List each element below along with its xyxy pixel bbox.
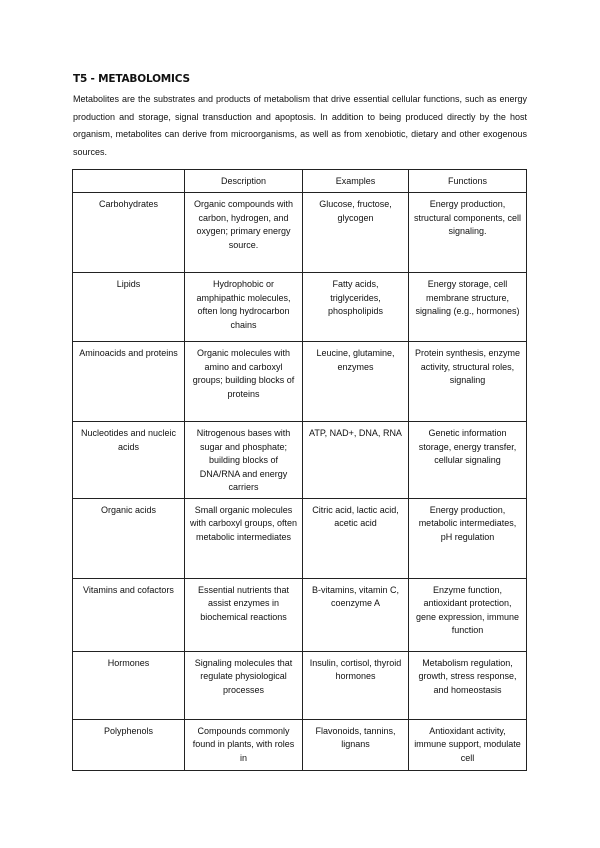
functions-cell: Enzyme function, antioxidant protection, gene expression, immune function: [408, 578, 526, 651]
table-header-row: [73, 170, 527, 193]
category-cell: Vitamins and cofactors: [73, 578, 185, 651]
table-row: [73, 498, 527, 578]
functions-cell: Energy production, metabolic intermediates, pH regulation: [408, 498, 526, 578]
examples-cell: Flavonoids, tannins, lignans: [303, 719, 409, 770]
description-cell: Signaling molecules that regulate physiological processes: [184, 651, 302, 719]
table-row: [73, 651, 527, 719]
table-row: [73, 578, 527, 651]
category-cell: Polyphenols: [73, 719, 185, 770]
description-cell: Organic compounds with carbon, hydrogen, and oxygen; primary energy source.: [184, 193, 302, 273]
examples-cell: Leucine, glutamine, enzymes: [303, 342, 409, 422]
header-examples: Examples: [303, 170, 409, 193]
description-cell: Essential nutrients that assist enzymes in biochemical reactions: [184, 578, 302, 651]
section-heading: T5 - METABOLOMICS: [73, 73, 190, 85]
functions-cell: Protein synthesis, enzyme activity, structural roles, signaling: [408, 342, 526, 422]
header-functions: Functions: [408, 170, 526, 193]
category-cell: Aminoacids and proteins: [73, 342, 185, 422]
examples-cell: ATP, NAD+, DNA, RNA: [303, 422, 409, 499]
table-row: [73, 422, 527, 499]
examples-cell: Citric acid, lactic acid, acetic acid: [303, 498, 409, 578]
description-cell: Nitrogenous bases with sugar and phosphate; building blocks of DNA/RNA and energy carriers: [184, 422, 302, 499]
header-description: Description: [184, 170, 302, 193]
table-row: [73, 342, 527, 422]
header-category: [73, 170, 185, 193]
category-cell: Carbohydrates: [73, 193, 185, 273]
category-cell: Lipids: [73, 273, 185, 342]
description-cell: Compounds commonly found in plants, with roles in: [184, 719, 302, 770]
table-row: [73, 193, 527, 273]
description-cell: Small organic molecules with carboxyl groups, often metabolic intermediates: [184, 498, 302, 578]
functions-cell: Energy production, structural components, cell signaling.: [408, 193, 526, 273]
functions-cell: Antioxidant activity, immune support, modulate cell: [408, 719, 526, 770]
table-row: [73, 719, 527, 770]
category-cell: Hormones: [73, 651, 185, 719]
examples-cell: Glucose, fructose, glycogen: [303, 193, 409, 273]
description-cell: Hydrophobic or amphipathic molecules, often long hydrocarbon chains: [184, 273, 302, 342]
functions-cell: Energy storage, cell membrane structure, signaling (e.g., hormones): [408, 273, 526, 342]
functions-cell: Metabolism regulation, growth, stress response, and homeostasis: [408, 651, 526, 719]
metabolites-table: [72, 169, 527, 771]
examples-cell: Insulin, cortisol, thyroid hormones: [303, 651, 409, 719]
examples-cell: Fatty acids, triglycerides, phospholipids: [303, 273, 409, 342]
category-cell: Organic acids: [73, 498, 185, 578]
functions-cell: Genetic information storage, energy transfer, cellular signaling: [408, 422, 526, 499]
description-cell: Organic molecules with amino and carboxyl groups; building blocks of proteins: [184, 342, 302, 422]
category-cell: Nucleotides and nucleic acids: [73, 422, 185, 499]
table-row: [73, 273, 527, 342]
intro-paragraph: Metabolites are the substrates and products of metabolism that drive essential cellular functions, such as energy production and storage, signal transduction and apoptosis. In addition to being produced directly by the host organism, metabolites can derive from microorganisms, as well as from xenobiotic, dietary and other exogenous sources.: [73, 94, 527, 157]
examples-cell: B-vitamins, vitamin C, coenzyme A: [303, 578, 409, 651]
